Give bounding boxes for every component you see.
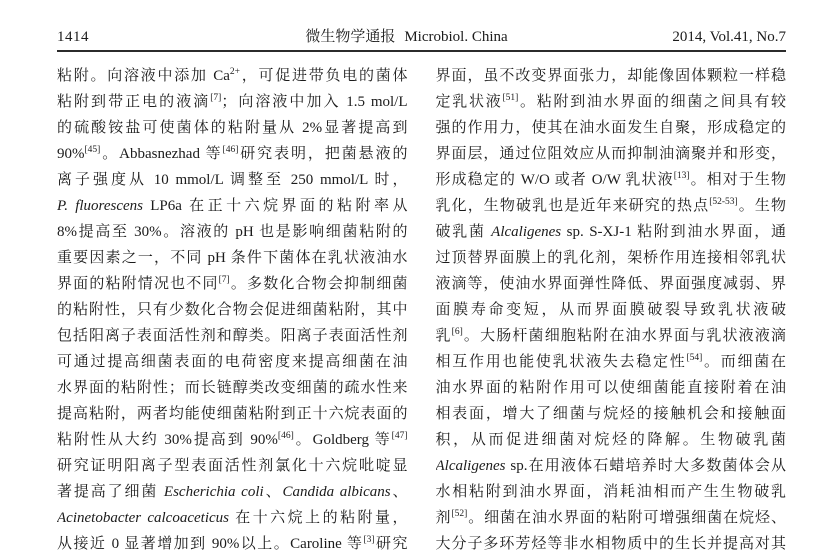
page-header: [57, 25, 786, 48]
text-line: [57, 375, 408, 401]
text-segment: 水界面的粘附性；而长链醇类改变细菌的疏水性来: [57, 380, 408, 396]
species-name: P. fluorescens: [57, 198, 143, 214]
text-line: [57, 63, 408, 89]
text-line: [57, 167, 408, 193]
text-line: [436, 349, 787, 375]
citation-superscript: [52-53]: [709, 197, 738, 207]
text-line: [57, 453, 408, 479]
citation-superscript: [46]: [222, 145, 239, 155]
text-segment: 重要因素之一，不同 pH 条件下菌体在乳状液油水: [57, 250, 408, 266]
text-line: [57, 531, 408, 557]
text-segment: 8%提高至 30%。溶液的 pH 也是影响细菌粘附的: [57, 224, 408, 240]
text-line: [57, 271, 408, 297]
text-segment: ，可促进带负电的菌体: [240, 68, 408, 84]
page-number: 1414: [57, 29, 89, 45]
text-line: [57, 479, 408, 505]
text-segment: 界面层，通过位阻效应从而抑制油滴聚并和形变，: [435, 146, 786, 162]
text-segment: 界面，虽不改变界面张力，却能像固体颗粒一样稳: [435, 68, 786, 84]
citation-superscript: [52]: [451, 509, 468, 519]
text-segment: LP6a 在正十六烷界面的粘附率从: [142, 198, 408, 214]
text-segment: 从接近 0 显著增加到 90%以上。Caroline 等: [57, 536, 364, 552]
text-segment: 剂: [435, 510, 452, 526]
text-segment: 。Goldberg 等: [293, 432, 392, 448]
text-segment: sp. S-XJ-1 粘附到油水界面，通: [561, 224, 786, 240]
text-line: [57, 193, 408, 219]
text-segment: 过顶替界面膜上的乳化剂，架桥作用连接相邻乳状: [435, 250, 786, 266]
text-segment: 粘附到带正电的液滴: [57, 94, 211, 110]
citation-superscript: [51]: [502, 93, 519, 103]
text-segment: 面膜寿命变短，从而界面膜破裂导致乳状液破: [435, 302, 786, 318]
text-segment: 研究证明阳离子型表面活性剂氯化十六烷吡啶显: [57, 458, 408, 474]
species-name: Acinetobacter calcoaceticus: [57, 510, 229, 526]
article-body: [57, 63, 786, 557]
text-line: [436, 141, 787, 167]
text-line: [57, 297, 408, 323]
text-line: [57, 349, 408, 375]
text-segment: 油水界面的粘附作用可以使细菌能直接附着在油: [435, 380, 786, 396]
text-segment: 包括阳离子表面活性剂和醇类。阳离子表面活性剂: [57, 328, 408, 344]
citation-superscript: [7]: [210, 93, 222, 103]
citation-superscript: [46]: [277, 431, 294, 441]
text-line: [436, 401, 787, 427]
text-segment: 。大肠杆菌细胞粘附在油水界面与乳状液液滴: [462, 328, 786, 344]
text-line: [436, 427, 787, 453]
citation-superscript: [6]: [451, 327, 463, 337]
text-line: [57, 505, 408, 531]
text-line: [57, 427, 408, 453]
text-segment: 乳: [435, 328, 452, 344]
text-segment: 离子强度从 10 mmol/L 调整至 250 mmol/L 时，: [57, 172, 408, 188]
text-segment: 相表面，增大了细菌与烷烃的接触机会和接触面: [435, 406, 786, 422]
text-segment: 在十六烷上的粘附量，: [229, 510, 408, 526]
text-segment: ；向溶液中加入 1.5 mol/L: [221, 94, 408, 110]
journal-title-cn: 微生物学通报: [305, 29, 396, 45]
text-line: [436, 219, 787, 245]
text-line: [57, 141, 408, 167]
text-line: [436, 453, 787, 479]
text-segment: 。多数化合物会抑制细菌: [229, 276, 408, 292]
issue-info: 2014, Vol.41, No.7: [672, 29, 786, 45]
text-segment: 。细菌在油水界面的粘附可增强细菌在烷烃、: [467, 510, 786, 526]
text-line: [436, 167, 787, 193]
text-segment: 可通过提高细菌表面的电荷密度来提高细菌在油: [57, 354, 408, 370]
text-line: [436, 115, 787, 141]
text-line: [57, 401, 408, 427]
text-segment: 。粘附到油水界面的细菌之间具有较: [518, 94, 786, 110]
text-line: [436, 63, 787, 89]
text-line: [57, 89, 408, 115]
text-line: [436, 479, 787, 505]
text-segment: 水相粘附到油水界面，消耗油相而产生生物破乳: [435, 484, 786, 500]
text-line: [436, 297, 787, 323]
text-segment: 90%: [57, 146, 85, 162]
text-line: [57, 323, 408, 349]
text-segment: 相互作用也能使乳状液失去稳定性: [435, 354, 687, 370]
text-segment: 研究: [374, 536, 408, 552]
text-segment: sp.在用液体石蜡培养时大多数菌体会从: [505, 458, 786, 474]
left-column: [57, 63, 408, 557]
journal-title: [187, 25, 626, 46]
text-segment: 形成稳定的 W/O 或者 O/W 乳状液: [435, 172, 674, 188]
text-segment: 、: [390, 484, 408, 500]
text-segment: 强的作用力，使其在油水面发生自聚，形成稳定的: [435, 120, 786, 136]
text-segment: 界面的粘附情况也不同: [57, 276, 219, 292]
text-segment: 粘附。向溶液中添加 Ca: [57, 68, 230, 84]
citation-superscript: [45]: [84, 145, 101, 155]
text-segment: 。Abbasnezhad 等: [100, 146, 223, 162]
text-segment: 液滴等，使油水界面弹性降低、界面强度减弱、界: [435, 276, 786, 292]
text-line: [436, 193, 787, 219]
species-name: Escherichia coli: [163, 484, 264, 500]
text-segment: 粘附性从大约 30%提高到 90%: [57, 432, 278, 448]
citation-superscript: [7]: [218, 275, 230, 285]
citation-superscript: [3]: [363, 535, 375, 545]
text-line: [436, 271, 787, 297]
text-line: [57, 115, 408, 141]
species-name: Alcaligenes: [435, 458, 506, 474]
text-segment: 。生物: [737, 198, 786, 214]
text-line: [436, 89, 787, 115]
text-segment: 研究表明，把菌悬液的: [238, 146, 408, 162]
text-segment: 的硫酸铵盐可使菌体的粘附量从 2%显著提高到: [57, 120, 408, 136]
text-segment: 破乳菌: [435, 224, 492, 240]
species-name: Alcaligenes: [491, 224, 562, 240]
text-segment: 、: [263, 484, 283, 500]
text-line: [57, 245, 408, 271]
header-rule: [57, 50, 786, 52]
text-segment: 定乳状液: [435, 94, 503, 110]
text-segment: 乳化，生物破乳也是近年来研究的热点: [435, 198, 710, 214]
text-line: [436, 505, 787, 531]
citation-superscript: [13]: [673, 171, 690, 181]
text-segment: 提高粘附，两者均能使细菌粘附到正十六烷表面的: [57, 406, 408, 422]
text-line: [436, 323, 787, 349]
journal-title-en: Microbiol. China: [404, 29, 508, 45]
citation-superscript: 2+: [229, 67, 240, 77]
text-line: [436, 531, 787, 557]
text-segment: 的粘附性，只有少数化合物会促进细菌粘附，其中: [57, 302, 408, 318]
species-name: Candida albicans: [282, 484, 391, 500]
text-segment: 大分子多环芳烃等非水相物质中的生长并提高对其: [435, 536, 786, 552]
text-line: [436, 245, 787, 271]
text-segment: 。而细菌在: [702, 354, 786, 370]
citation-superscript: [54]: [686, 353, 703, 363]
citation-superscript: [47]: [391, 431, 408, 441]
text-segment: 。相对于生物: [689, 172, 786, 188]
text-line: [436, 375, 787, 401]
text-line: [57, 219, 408, 245]
right-column: [436, 63, 787, 557]
text-segment: 积，从而促进细菌对烷烃的降解。生物破乳菌: [435, 432, 786, 448]
text-segment: 著提高了细菌: [57, 484, 164, 500]
